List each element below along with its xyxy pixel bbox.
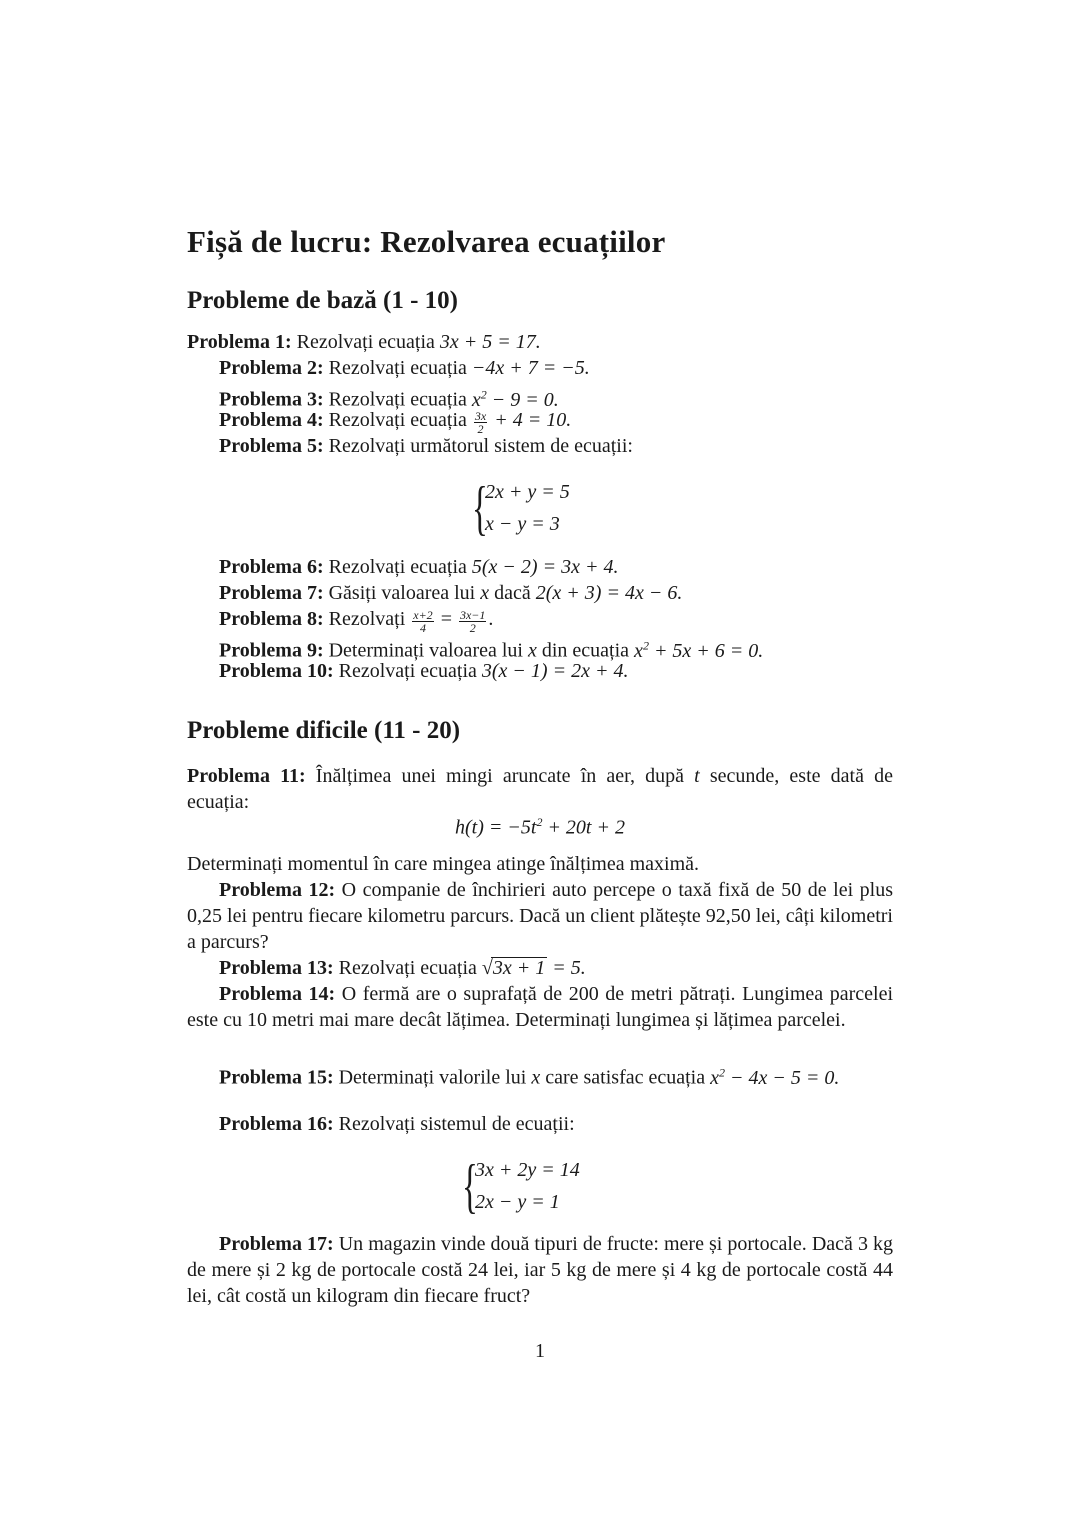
problem-11-question: Determinați momentul în care mingea atinge înălțimea maximă. — [187, 853, 700, 875]
equation: $x^2 + 5x + 6 = 0$. — [634, 638, 764, 662]
problem-2: Problema 2: Rezolvați ecuația −4x + 7 = −5. — [219, 357, 590, 379]
section-heading-hard: Probleme dificile (11 - 20) — [187, 717, 461, 744]
fraction: $\frac{3x-1}{2}$ — [459, 607, 486, 635]
section-heading-basic: Probleme de bază (1 - 10) — [187, 287, 459, 314]
problem-label: Problema 12: — [219, 879, 336, 901]
problem-12: Problema 12: O companie de închirieri auto percepe o taxă fixă de 50 de lei plus 0,25 lei pentru fiecare kilometru parcurs. Dacă un client plătește 92,50 lei, câți kilometri a parcurs? — [187, 879, 893, 953]
problem-15: Problema 15: Determinați valorile lui x care satisfac ecuația $x^2 - 4x - 5 = 0$. — [219, 1065, 840, 1089]
equation: $x^2 - 9 = 0$. — [471, 387, 559, 411]
page-number: 1 — [535, 1340, 545, 1362]
problem-label: Problema 3: — [219, 388, 324, 411]
problem-8: Problema 8: Rezolvați $\frac{x+2}{4}$ = $\frac{3x-1}{2}$ . — [219, 607, 494, 635]
problem-label: Problema 1: — [187, 331, 292, 353]
equation-system-5: { 2x + y = 5 x − y = 3 — [472, 476, 570, 540]
problem-label: Problema 15: — [219, 1066, 334, 1089]
brace-icon: { — [462, 1153, 478, 1219]
problem-14: Problema 14: O fermă are o suprafață de 200 de metri pătrați. Lungimea parcelei este cu 10 metri mai mare decât lățimea. Determinați lungimea și lățimea parcelei. — [187, 983, 894, 1031]
problem-label: Problema 17: — [219, 1233, 334, 1255]
page-title: Fișă de lucru: Rezolvarea ecuațiilor — [187, 224, 666, 259]
problem-9: Problema 9: Determinați valoarea lui x din ecuația $x^2 + 5x + 6 = 0$. — [219, 638, 764, 662]
equation-system-16: { 3x + 2y = 14 2x − y = 1 — [462, 1154, 580, 1218]
problem-11: Problema 11: Înălțimea unei mingi aruncate în aer, după t secunde, este dată de ecuația: — [187, 765, 893, 813]
problem-17: Problema 17: Un magazin vinde două tipuri de fructe: mere și portocale. Dacă 3 kg de mere și 2 kg de portocale costă 24 lei, iar 5 kg de mere și 4 kg de portocale costă 44 lei, cât costă un kilogram din fiecare fruct? — [187, 1233, 894, 1307]
problem-label: Problema 8: — [219, 608, 324, 630]
problem-label: Problema 11: — [187, 765, 306, 787]
fraction: $\frac{x+2}{4}$ — [413, 607, 433, 635]
problem-3: Problema 3: Rezolvați ecuația $x^2 - 9 = 0$. — [219, 387, 559, 411]
equation: 5(x − 2) = 3x + 4. — [471, 556, 619, 578]
problem-label: Problema 14: — [219, 983, 336, 1005]
equation: 3x + 5 = 17. — [439, 331, 541, 353]
fraction: $\frac{3x}{2}$ — [474, 408, 487, 436]
problem-5: Problema 5: Rezolvați următorul sistem de ecuații: — [219, 435, 633, 457]
problem-6: Problema 6: Rezolvați ecuația 5(x − 2) = 3x + 4. — [219, 556, 619, 578]
sqrt-icon: √ — [481, 957, 493, 979]
problem-7: Problema 7: Găsiți valoarea lui x dacă 2(x + 3) = 4x − 6. — [219, 582, 683, 604]
problem-10: Problema 10: Rezolvați ecuația 3(x − 1) = 2x + 4. — [219, 660, 629, 682]
problem-label: Problema 13: — [219, 957, 334, 979]
problem-label: Problema 7: — [219, 582, 324, 604]
equation: 2(x + 3) = 4x − 6. — [535, 582, 683, 604]
problem-label: Problema 16: — [219, 1113, 334, 1135]
problem-label: Problema 5: — [219, 435, 324, 457]
problem-label: Problema 9: — [219, 639, 324, 662]
problem-label: Problema 10: — [219, 660, 334, 682]
problem-16: Problema 16: Rezolvați sistemul de ecuații: — [219, 1113, 575, 1135]
equation: 3(x − 1) = 2x + 4. — [481, 660, 629, 682]
problem-13: Problema 13: Rezolvați ecuația √3x + 1 = 5. — [219, 957, 586, 979]
problem-1: Problema 1: Rezolvați ecuația 3x + 5 = 17. — [187, 331, 541, 353]
equation: $x^2 - 4x - 5 = 0$. — [710, 1065, 840, 1089]
brace-icon: { — [472, 475, 488, 541]
equation: −4x + 7 = −5. — [471, 357, 590, 379]
problem-label: Problema 6: — [219, 556, 324, 578]
problem-label: Problema 2: — [219, 357, 324, 379]
equation-11: $h(t) = -5t^2 + 20t + 2$ — [455, 815, 625, 839]
problem-4: Problema 4: Rezolvați ecuația $\frac{3x}{2}$ + 4 = 10. — [219, 408, 572, 436]
problem-label: Problema 4: — [219, 409, 324, 431]
